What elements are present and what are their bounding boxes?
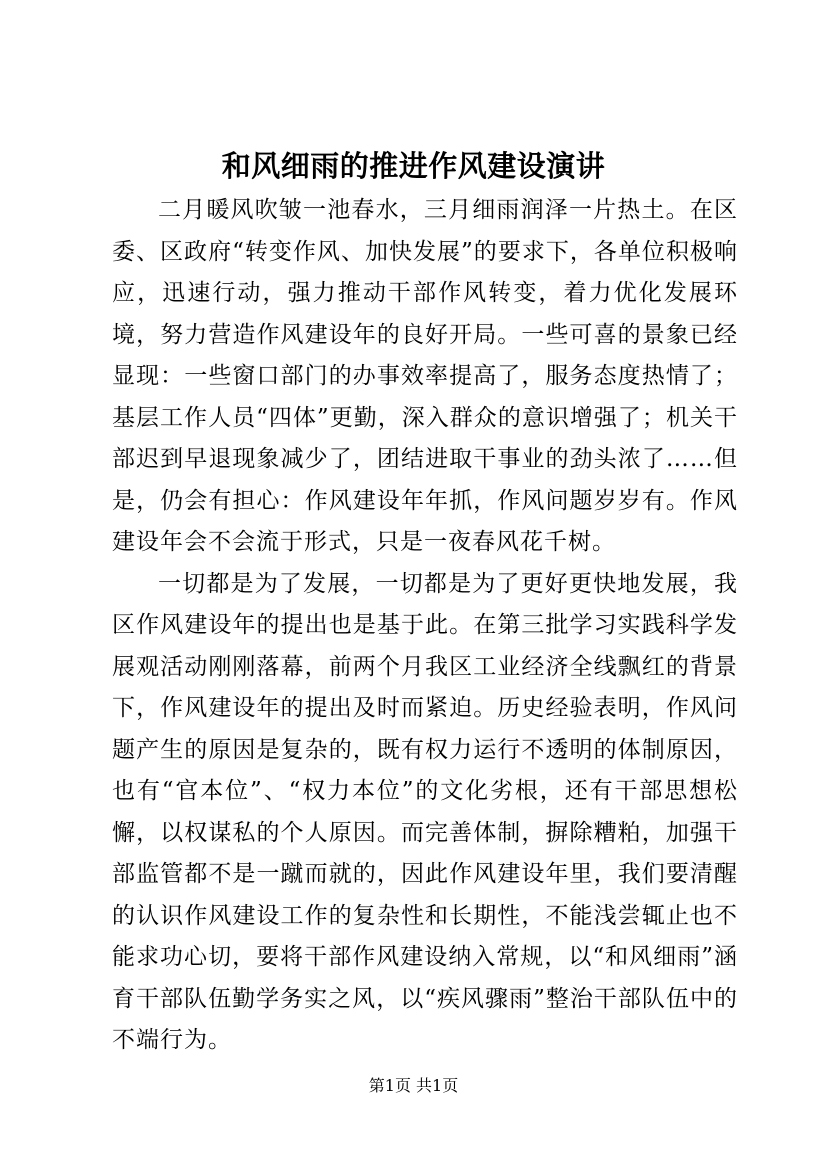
paragraph: 二月暖风吹皱一池春水，三月细雨润泽一片热土。在区委、区政府“转变作风、加快发展”的要求下，各单位积极响应，迅速行动，强力推动干部作风转变，着力优化发展环境，努力营造作风建设年的良好开局。一些可喜的景象已经显现：一些窗口部门的办事效率提高了，服务态度热情了；基层工作人员“四体”更勤，深入群众的意识增强了；机关干部迟到早退现象减少了，团结进取干事业的劲头浓了……但是，仍会有担心：作风建设年年抓，作风问题岁岁有。作风建设年会不会流于形式，只是一夜春风花千树。 [112, 197, 738, 555]
page-footer: 第1页 共1页 [368, 1076, 459, 1095]
document-body [112, 190, 738, 1062]
paragraph: 一切都是为了发展，一切都是为了更好更快地发展，我区作风建设年的提出也是基于此。在第三批学习实践科学发展观活动刚刚落幕，前两个月我区工业经济全线飘红的背景下，作风建设年的提出及时而紧迫。历史经验表明，作风问题产生的原因是复杂的，既有权力运行不透明的体制原因，也有“官本位”、“权力本位”的文化劣根，还有干部思想松懈，以权谋私的个人原因。而完善体制，摒除糟粕，加强干部监管都不是一蹴而就的，因此作风建设年里，我们要清醒的认识作风建设工作的复杂性和长期性，不能浅尝辄止也不能求功心切，要将干部作风建设纳入常规，以“和风细雨”涵育干部队伍勤学务实之风，以“疾风骤雨”整治干部队伍中的不端行为。 [112, 570, 738, 1053]
document-title: 和风细雨的推进作风建设演讲 [221, 149, 606, 183]
